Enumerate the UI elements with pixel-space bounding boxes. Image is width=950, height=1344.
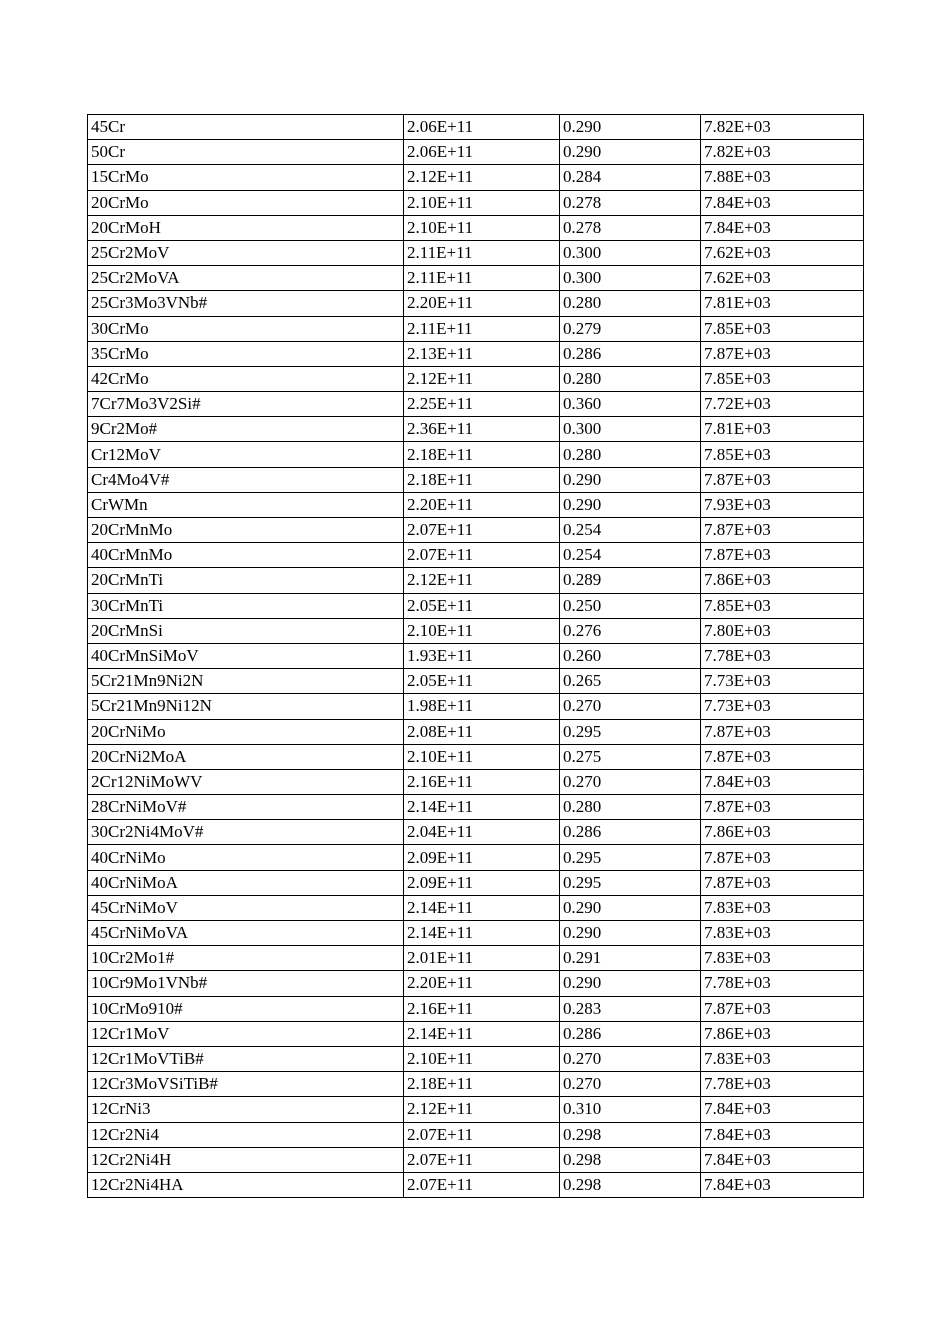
table-body bbox=[88, 115, 864, 1198]
grade-cell: 12Cr3MoVSiTiB# bbox=[88, 1072, 404, 1097]
elastic-modulus-cell: 2.20E+11 bbox=[404, 971, 560, 996]
grade-cell: 40CrMnSiMoV bbox=[88, 643, 404, 668]
grade-cell: 25Cr3Mo3VNb# bbox=[88, 291, 404, 316]
table-row bbox=[88, 115, 864, 140]
table-row bbox=[88, 442, 864, 467]
poisson-ratio-cell: 0.290 bbox=[560, 895, 701, 920]
poisson-ratio-cell: 0.280 bbox=[560, 442, 701, 467]
elastic-modulus-cell: 2.10E+11 bbox=[404, 618, 560, 643]
density-cell: 7.93E+03 bbox=[701, 492, 864, 517]
table-row bbox=[88, 669, 864, 694]
table-row bbox=[88, 568, 864, 593]
poisson-ratio-cell: 0.254 bbox=[560, 543, 701, 568]
table-row bbox=[88, 240, 864, 265]
poisson-ratio-cell: 0.298 bbox=[560, 1147, 701, 1172]
density-cell: 7.84E+03 bbox=[701, 1122, 864, 1147]
density-cell: 7.83E+03 bbox=[701, 946, 864, 971]
table-row bbox=[88, 1072, 864, 1097]
elastic-modulus-cell: 2.11E+11 bbox=[404, 266, 560, 291]
grade-cell: 5Cr21Mn9Ni2N bbox=[88, 669, 404, 694]
grade-cell: 12Cr2Ni4 bbox=[88, 1122, 404, 1147]
grade-cell: 30Cr2Ni4MoV# bbox=[88, 820, 404, 845]
elastic-modulus-cell: 2.07E+11 bbox=[404, 1147, 560, 1172]
density-cell: 7.87E+03 bbox=[701, 467, 864, 492]
poisson-ratio-cell: 0.276 bbox=[560, 618, 701, 643]
poisson-ratio-cell: 0.284 bbox=[560, 165, 701, 190]
elastic-modulus-cell: 2.20E+11 bbox=[404, 492, 560, 517]
poisson-ratio-cell: 0.283 bbox=[560, 996, 701, 1021]
poisson-ratio-cell: 0.300 bbox=[560, 266, 701, 291]
elastic-modulus-cell: 2.07E+11 bbox=[404, 518, 560, 543]
density-cell: 7.84E+03 bbox=[701, 769, 864, 794]
density-cell: 7.87E+03 bbox=[701, 845, 864, 870]
grade-cell: 12CrNi3 bbox=[88, 1097, 404, 1122]
elastic-modulus-cell: 2.10E+11 bbox=[404, 744, 560, 769]
grade-cell: 12Cr1MoVTiB# bbox=[88, 1046, 404, 1071]
density-cell: 7.78E+03 bbox=[701, 971, 864, 996]
elastic-modulus-cell: 2.14E+11 bbox=[404, 921, 560, 946]
elastic-modulus-cell: 2.07E+11 bbox=[404, 543, 560, 568]
elastic-modulus-cell: 2.10E+11 bbox=[404, 190, 560, 215]
table-row bbox=[88, 140, 864, 165]
elastic-modulus-cell: 2.10E+11 bbox=[404, 215, 560, 240]
elastic-modulus-cell: 2.12E+11 bbox=[404, 1097, 560, 1122]
grade-cell: 12Cr2Ni4HA bbox=[88, 1172, 404, 1197]
table-row bbox=[88, 417, 864, 442]
table-row bbox=[88, 996, 864, 1021]
table-row bbox=[88, 820, 864, 845]
elastic-modulus-cell: 2.11E+11 bbox=[404, 316, 560, 341]
grade-cell: 12Cr2Ni4H bbox=[88, 1147, 404, 1172]
elastic-modulus-cell: 2.18E+11 bbox=[404, 442, 560, 467]
density-cell: 7.87E+03 bbox=[701, 341, 864, 366]
density-cell: 7.83E+03 bbox=[701, 895, 864, 920]
table-row bbox=[88, 190, 864, 215]
density-cell: 7.84E+03 bbox=[701, 190, 864, 215]
grade-cell: 45CrNiMoV bbox=[88, 895, 404, 920]
poisson-ratio-cell: 0.290 bbox=[560, 115, 701, 140]
elastic-modulus-cell: 2.16E+11 bbox=[404, 769, 560, 794]
elastic-modulus-cell: 2.13E+11 bbox=[404, 341, 560, 366]
poisson-ratio-cell: 0.290 bbox=[560, 971, 701, 996]
density-cell: 7.87E+03 bbox=[701, 744, 864, 769]
grade-cell: 50Cr bbox=[88, 140, 404, 165]
density-cell: 7.84E+03 bbox=[701, 1172, 864, 1197]
elastic-modulus-cell: 2.25E+11 bbox=[404, 392, 560, 417]
grade-cell: CrWMn bbox=[88, 492, 404, 517]
poisson-ratio-cell: 0.295 bbox=[560, 719, 701, 744]
density-cell: 7.84E+03 bbox=[701, 1147, 864, 1172]
elastic-modulus-cell: 2.14E+11 bbox=[404, 795, 560, 820]
table-row bbox=[88, 921, 864, 946]
grade-cell: Cr12MoV bbox=[88, 442, 404, 467]
elastic-modulus-cell: 1.98E+11 bbox=[404, 694, 560, 719]
poisson-ratio-cell: 0.280 bbox=[560, 795, 701, 820]
elastic-modulus-cell: 2.07E+11 bbox=[404, 1122, 560, 1147]
density-cell: 7.62E+03 bbox=[701, 266, 864, 291]
table-row bbox=[88, 316, 864, 341]
grade-cell: 20CrMoH bbox=[88, 215, 404, 240]
poisson-ratio-cell: 0.290 bbox=[560, 140, 701, 165]
grade-cell: 30CrMo bbox=[88, 316, 404, 341]
table-row bbox=[88, 946, 864, 971]
elastic-modulus-cell: 2.18E+11 bbox=[404, 467, 560, 492]
elastic-modulus-cell: 2.01E+11 bbox=[404, 946, 560, 971]
table-row bbox=[88, 1046, 864, 1071]
poisson-ratio-cell: 0.290 bbox=[560, 921, 701, 946]
density-cell: 7.87E+03 bbox=[701, 996, 864, 1021]
grade-cell: 40CrNiMo bbox=[88, 845, 404, 870]
density-cell: 7.78E+03 bbox=[701, 1072, 864, 1097]
elastic-modulus-cell: 2.16E+11 bbox=[404, 996, 560, 1021]
elastic-modulus-cell: 2.12E+11 bbox=[404, 366, 560, 391]
table-row bbox=[88, 1122, 864, 1147]
density-cell: 7.88E+03 bbox=[701, 165, 864, 190]
grade-cell: Cr4Mo4V# bbox=[88, 467, 404, 492]
density-cell: 7.87E+03 bbox=[701, 719, 864, 744]
table-row bbox=[88, 870, 864, 895]
density-cell: 7.83E+03 bbox=[701, 1046, 864, 1071]
density-cell: 7.86E+03 bbox=[701, 568, 864, 593]
poisson-ratio-cell: 0.270 bbox=[560, 1046, 701, 1071]
density-cell: 7.84E+03 bbox=[701, 215, 864, 240]
poisson-ratio-cell: 0.250 bbox=[560, 593, 701, 618]
table-row bbox=[88, 492, 864, 517]
poisson-ratio-cell: 0.270 bbox=[560, 694, 701, 719]
density-cell: 7.85E+03 bbox=[701, 593, 864, 618]
poisson-ratio-cell: 0.300 bbox=[560, 417, 701, 442]
table-row bbox=[88, 341, 864, 366]
elastic-modulus-cell: 2.06E+11 bbox=[404, 140, 560, 165]
grade-cell: 10Cr9Mo1VNb# bbox=[88, 971, 404, 996]
poisson-ratio-cell: 0.275 bbox=[560, 744, 701, 769]
density-cell: 7.82E+03 bbox=[701, 140, 864, 165]
grade-cell: 15CrMo bbox=[88, 165, 404, 190]
density-cell: 7.86E+03 bbox=[701, 820, 864, 845]
grade-cell: 10Cr2Mo1# bbox=[88, 946, 404, 971]
density-cell: 7.78E+03 bbox=[701, 643, 864, 668]
elastic-modulus-cell: 2.12E+11 bbox=[404, 568, 560, 593]
elastic-modulus-cell: 1.93E+11 bbox=[404, 643, 560, 668]
elastic-modulus-cell: 2.08E+11 bbox=[404, 719, 560, 744]
density-cell: 7.85E+03 bbox=[701, 366, 864, 391]
material-properties-sheet bbox=[87, 114, 863, 1198]
grade-cell: 35CrMo bbox=[88, 341, 404, 366]
poisson-ratio-cell: 0.298 bbox=[560, 1122, 701, 1147]
poisson-ratio-cell: 0.290 bbox=[560, 467, 701, 492]
table-row bbox=[88, 1147, 864, 1172]
elastic-modulus-cell: 2.36E+11 bbox=[404, 417, 560, 442]
poisson-ratio-cell: 0.278 bbox=[560, 215, 701, 240]
grade-cell: 2Cr12NiMoWV bbox=[88, 769, 404, 794]
grade-cell: 45CrNiMoVA bbox=[88, 921, 404, 946]
table-row bbox=[88, 215, 864, 240]
poisson-ratio-cell: 0.300 bbox=[560, 240, 701, 265]
poisson-ratio-cell: 0.280 bbox=[560, 291, 701, 316]
elastic-modulus-cell: 2.05E+11 bbox=[404, 593, 560, 618]
elastic-modulus-cell: 2.14E+11 bbox=[404, 895, 560, 920]
table-row bbox=[88, 291, 864, 316]
grade-cell: 20CrMnSi bbox=[88, 618, 404, 643]
grade-cell: 30CrMnTi bbox=[88, 593, 404, 618]
density-cell: 7.85E+03 bbox=[701, 442, 864, 467]
table-row bbox=[88, 266, 864, 291]
density-cell: 7.73E+03 bbox=[701, 694, 864, 719]
poisson-ratio-cell: 0.270 bbox=[560, 769, 701, 794]
grade-cell: 45Cr bbox=[88, 115, 404, 140]
table-row bbox=[88, 165, 864, 190]
grade-cell: 42CrMo bbox=[88, 366, 404, 391]
table-row bbox=[88, 769, 864, 794]
density-cell: 7.87E+03 bbox=[701, 795, 864, 820]
grade-cell: 40CrNiMoA bbox=[88, 870, 404, 895]
elastic-modulus-cell: 2.11E+11 bbox=[404, 240, 560, 265]
poisson-ratio-cell: 0.286 bbox=[560, 820, 701, 845]
poisson-ratio-cell: 0.290 bbox=[560, 492, 701, 517]
grade-cell: 20CrMo bbox=[88, 190, 404, 215]
poisson-ratio-cell: 0.265 bbox=[560, 669, 701, 694]
density-cell: 7.62E+03 bbox=[701, 240, 864, 265]
grade-cell: 20CrNi2MoA bbox=[88, 744, 404, 769]
poisson-ratio-cell: 0.295 bbox=[560, 870, 701, 895]
density-cell: 7.82E+03 bbox=[701, 115, 864, 140]
elastic-modulus-cell: 2.09E+11 bbox=[404, 845, 560, 870]
poisson-ratio-cell: 0.270 bbox=[560, 1072, 701, 1097]
density-cell: 7.87E+03 bbox=[701, 870, 864, 895]
material-properties-table bbox=[87, 114, 864, 1198]
poisson-ratio-cell: 0.295 bbox=[560, 845, 701, 870]
table-row bbox=[88, 971, 864, 996]
poisson-ratio-cell: 0.286 bbox=[560, 341, 701, 366]
poisson-ratio-cell: 0.260 bbox=[560, 643, 701, 668]
table-row bbox=[88, 795, 864, 820]
grade-cell: 5Cr21Mn9Ni12N bbox=[88, 694, 404, 719]
poisson-ratio-cell: 0.280 bbox=[560, 366, 701, 391]
grade-cell: 12Cr1MoV bbox=[88, 1021, 404, 1046]
table-row bbox=[88, 694, 864, 719]
elastic-modulus-cell: 2.06E+11 bbox=[404, 115, 560, 140]
grade-cell: 40CrMnMo bbox=[88, 543, 404, 568]
table-row bbox=[88, 1097, 864, 1122]
elastic-modulus-cell: 2.18E+11 bbox=[404, 1072, 560, 1097]
elastic-modulus-cell: 2.04E+11 bbox=[404, 820, 560, 845]
table-row bbox=[88, 518, 864, 543]
density-cell: 7.87E+03 bbox=[701, 543, 864, 568]
poisson-ratio-cell: 0.254 bbox=[560, 518, 701, 543]
grade-cell: 25Cr2MoVA bbox=[88, 266, 404, 291]
table-row bbox=[88, 643, 864, 668]
elastic-modulus-cell: 2.09E+11 bbox=[404, 870, 560, 895]
table-row bbox=[88, 744, 864, 769]
poisson-ratio-cell: 0.310 bbox=[560, 1097, 701, 1122]
elastic-modulus-cell: 2.14E+11 bbox=[404, 1021, 560, 1046]
table-row bbox=[88, 392, 864, 417]
table-row bbox=[88, 1172, 864, 1197]
elastic-modulus-cell: 2.20E+11 bbox=[404, 291, 560, 316]
grade-cell: 20CrMnMo bbox=[88, 518, 404, 543]
poisson-ratio-cell: 0.286 bbox=[560, 1021, 701, 1046]
elastic-modulus-cell: 2.10E+11 bbox=[404, 1046, 560, 1071]
density-cell: 7.73E+03 bbox=[701, 669, 864, 694]
table-row bbox=[88, 845, 864, 870]
density-cell: 7.81E+03 bbox=[701, 291, 864, 316]
grade-cell: 20CrMnTi bbox=[88, 568, 404, 593]
grade-cell: 7Cr7Mo3V2Si# bbox=[88, 392, 404, 417]
elastic-modulus-cell: 2.12E+11 bbox=[404, 165, 560, 190]
density-cell: 7.87E+03 bbox=[701, 518, 864, 543]
table-row bbox=[88, 543, 864, 568]
poisson-ratio-cell: 0.278 bbox=[560, 190, 701, 215]
grade-cell: 25Cr2MoV bbox=[88, 240, 404, 265]
grade-cell: 20CrNiMo bbox=[88, 719, 404, 744]
grade-cell: 9Cr2Mo# bbox=[88, 417, 404, 442]
poisson-ratio-cell: 0.291 bbox=[560, 946, 701, 971]
density-cell: 7.83E+03 bbox=[701, 921, 864, 946]
table-row bbox=[88, 618, 864, 643]
density-cell: 7.72E+03 bbox=[701, 392, 864, 417]
density-cell: 7.85E+03 bbox=[701, 316, 864, 341]
table-row bbox=[88, 366, 864, 391]
elastic-modulus-cell: 2.05E+11 bbox=[404, 669, 560, 694]
table-row bbox=[88, 719, 864, 744]
grade-cell: 10CrMo910# bbox=[88, 996, 404, 1021]
elastic-modulus-cell: 2.07E+11 bbox=[404, 1172, 560, 1197]
table-row bbox=[88, 895, 864, 920]
poisson-ratio-cell: 0.360 bbox=[560, 392, 701, 417]
poisson-ratio-cell: 0.279 bbox=[560, 316, 701, 341]
table-row bbox=[88, 467, 864, 492]
table-row bbox=[88, 593, 864, 618]
density-cell: 7.80E+03 bbox=[701, 618, 864, 643]
density-cell: 7.84E+03 bbox=[701, 1097, 864, 1122]
poisson-ratio-cell: 0.298 bbox=[560, 1172, 701, 1197]
grade-cell: 28CrNiMoV# bbox=[88, 795, 404, 820]
table-row bbox=[88, 1021, 864, 1046]
density-cell: 7.86E+03 bbox=[701, 1021, 864, 1046]
poisson-ratio-cell: 0.289 bbox=[560, 568, 701, 593]
density-cell: 7.81E+03 bbox=[701, 417, 864, 442]
